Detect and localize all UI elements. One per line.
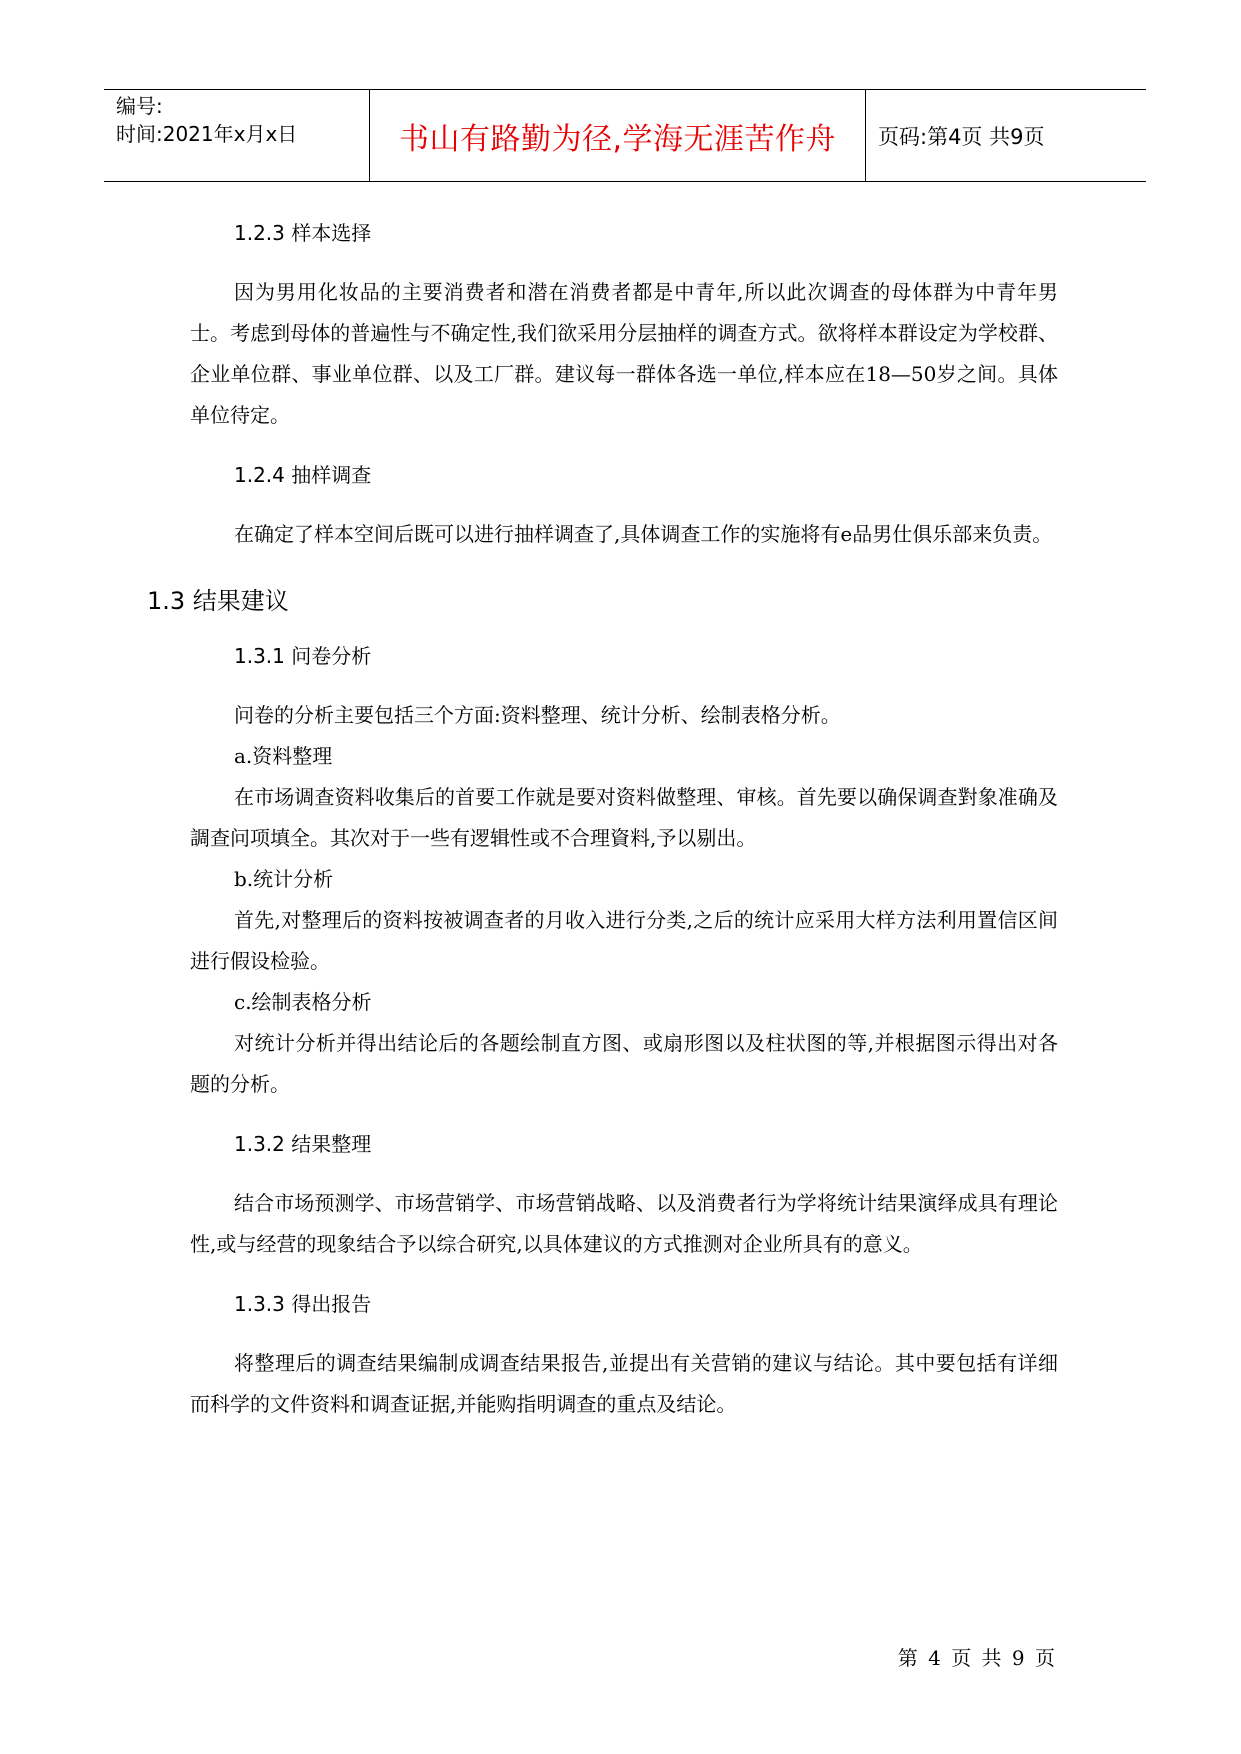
document-number-label: 编号:	[116, 94, 163, 118]
header-page-label: 页码:第4页 共9页	[878, 124, 1045, 149]
section-1-2-3-paragraph: 因为男用化妆品的主要消费者和潜在消费者都是中青年,所以此次调查的母体群为中青年男士。考虑到母体的普遍性与不确定性,我们欲采用分层抽样的调查方式。欲将样本群设定为学校群、企业单位群、事业单位群、以及工厂群。建议每一群体各选一单位,样本应在18—50岁之间。具体单位待定。	[190, 280, 1058, 427]
document-header	[104, 89, 1146, 182]
document-body	[147, 218, 1058, 1435]
page-footer-number: 第 4 页 共 9 页	[897, 1646, 1057, 1670]
subsection-a-label: a.资料整理	[234, 744, 333, 768]
section-1-2-4-paragraph: 在确定了样本空间后既可以进行抽样调查了,具体调查工作的实施将有e品男仕俱乐部来负责。	[234, 522, 1053, 546]
section-1-3-3-heading: 1.3.3 得出报告	[234, 1292, 372, 1316]
subsection-c-paragraph: 对统计分析并得出结论后的各题绘制直方图、或扇形图以及柱状图的等,并根据图示得出对各题的分析。	[190, 1031, 1058, 1096]
section-1-3-1-heading: 1.3.1 问卷分析	[234, 644, 372, 668]
section-1-2-4-heading: 1.2.4 抽样调查	[234, 463, 372, 487]
section-1-3-2-heading: 1.3.2 结果整理	[234, 1132, 372, 1156]
section-1-3-heading: 1.3 结果建议	[147, 587, 289, 615]
subsection-c-label: c.绘制表格分析	[234, 990, 372, 1014]
subsection-b-label: b.统计分析	[234, 867, 334, 891]
header-motto: 书山有路勤为径,学海无涯苦作舟	[370, 90, 866, 181]
section-1-3-1-intro: 问卷的分析主要包括三个方面:资料整理、统计分析、绘制表格分析。	[234, 703, 841, 727]
section-1-3-2-paragraph: 结合市场预测学、市场营销学、市场营销战略、以及消费者行为学将统计结果演绎成具有理论性,或与经营的现象结合予以综合研究,以具体建议的方式推测对企业所具有的意义。	[190, 1191, 1058, 1256]
subsection-b-paragraph: 首先,对整理后的资料按被调查者的月收入进行分类,之后的统计应采用大样方法利用置信区间进行假设检验。	[190, 908, 1058, 973]
section-1-2-3-heading: 1.2.3 样本选择	[234, 221, 372, 245]
document-time-label: 时间:2021年x月x日	[116, 122, 298, 146]
header-meta-cell	[104, 90, 370, 181]
section-1-3-3-paragraph: 将整理后的调查结果编制成调查结果报告,並提出有关营销的建议与结论。其中要包括有详细而科学的文件资料和调查证据,并能购指明调查的重点及结论。	[190, 1351, 1058, 1416]
subsection-a-paragraph: 在市场调查资料收集后的首要工作就是要对资料做整理、审核。首先要以确保调查對象准确及調查问项填全。其次对于一些有逻辑性或不合理資料,予以剔出。	[190, 785, 1058, 850]
